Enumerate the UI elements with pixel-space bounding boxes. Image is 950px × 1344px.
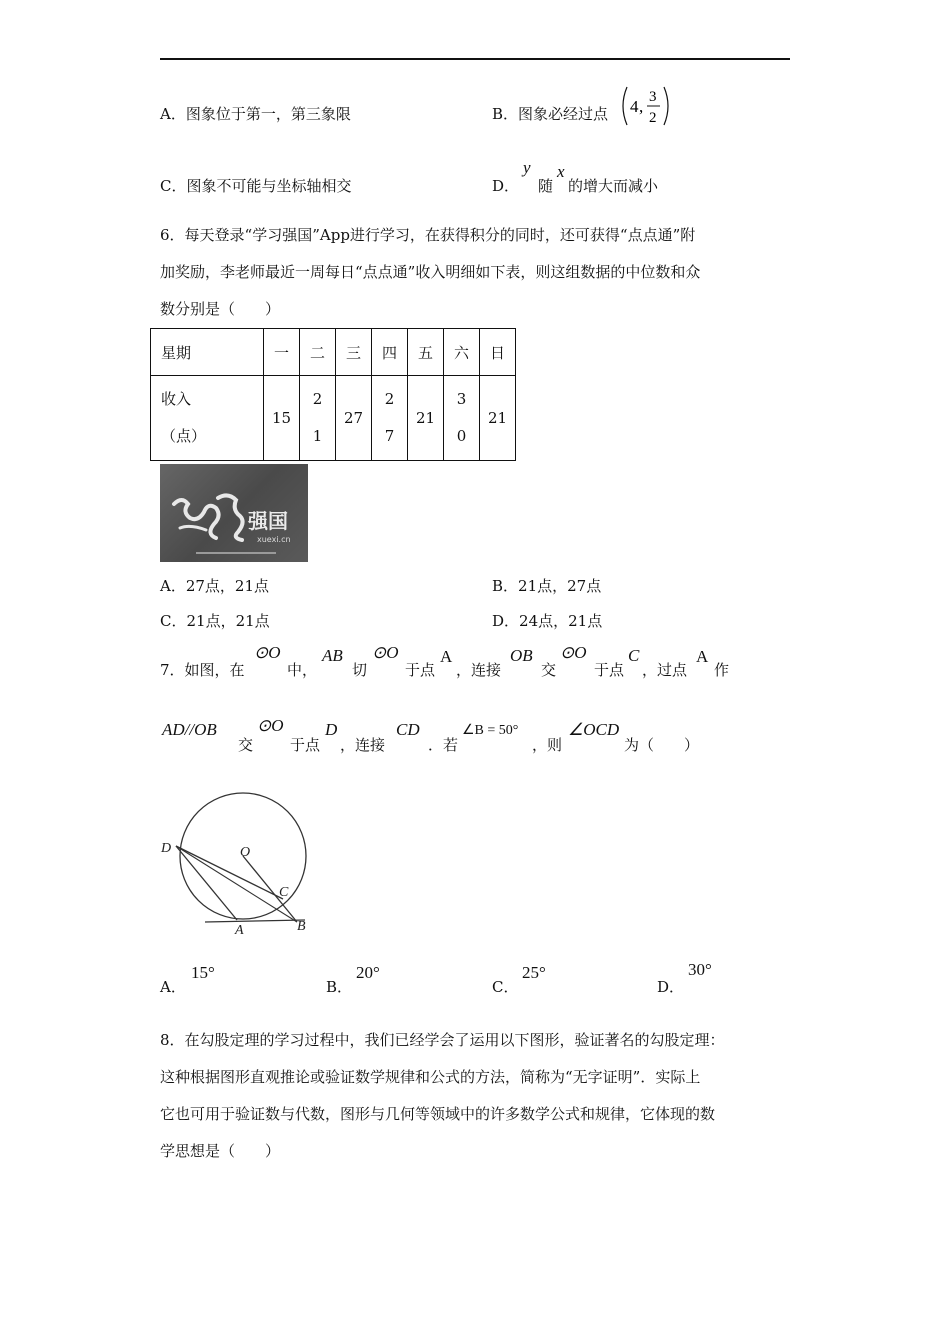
tangent-ab	[205, 920, 305, 922]
q7-option-b-value: 20°	[356, 963, 380, 982]
q5-option-d-suffix: 的增大而减小	[568, 177, 659, 195]
table-cell-day: 日	[480, 329, 516, 376]
q5-point-num: 3	[649, 89, 657, 105]
svg-text:强国: 强国	[248, 509, 288, 533]
label-c: C	[279, 885, 289, 900]
q8-stem	[160, 1022, 790, 1170]
table-cell-day: 一	[264, 329, 300, 376]
income-label: 收入	[161, 390, 192, 408]
q7-option-c-letter: C．	[492, 978, 519, 996]
q7-text: ，连接	[456, 661, 502, 679]
income-unit: （点）	[161, 427, 207, 445]
q7-point-d: D	[325, 720, 338, 739]
q5-option-c: C．图象不可能与坐标轴相交	[160, 177, 352, 195]
q6-line1: 6．每天登录“学习强国”App进行学习，在获得积分的同时，还可获得“点点通”附	[160, 226, 696, 244]
q7-circle-o: ⊙O	[560, 643, 587, 662]
q7-point-c: C	[628, 646, 640, 665]
q5-point-expression	[618, 84, 674, 128]
logo-sub: xuexi.cn	[257, 535, 291, 544]
table-header-income	[151, 376, 264, 461]
q6-option-c: C．21点，21点	[160, 612, 270, 630]
q6-income-table	[150, 328, 516, 461]
q7-circle-o: ⊙O	[372, 643, 399, 662]
segment-ob	[243, 856, 297, 922]
q7-text: 中，	[287, 661, 318, 679]
q7-option-d-letter: D．	[657, 978, 685, 996]
q7-point-a: A	[440, 647, 453, 666]
table-header-weekday: 星期	[151, 329, 264, 376]
table-cell-day: 二	[300, 329, 336, 376]
table-cell-day: 六	[444, 329, 480, 376]
segment-db	[176, 846, 297, 922]
q7-point-a: A	[696, 647, 709, 666]
q5-option-d-x: x	[557, 162, 565, 181]
svg-text:,: ,	[639, 97, 644, 116]
table-row-weekday	[151, 329, 516, 376]
q8-line4: 学思想是（ ）	[160, 1142, 281, 1160]
label-o: O	[240, 845, 251, 860]
q7-text: 于点	[405, 661, 436, 679]
q7-text: 7．如图，在	[160, 661, 245, 679]
q6-line2: 加奖励，李老师最近一周每日“点点通”收入明细如下表，则这组数据的中位数和众	[160, 263, 701, 281]
table-cell-day: 三	[336, 329, 372, 376]
q5-option-a: A．图象位于第一，第三象限	[160, 105, 351, 123]
q6-option-d: D．24点，21点	[492, 612, 603, 630]
q7-text: ．若	[428, 736, 459, 754]
label-a: A	[235, 923, 244, 938]
q5-point-x: 4	[630, 97, 639, 116]
q5-option-d-prefix: D．	[492, 177, 520, 195]
table-cell-value: 15	[264, 376, 300, 461]
q7-text: 交	[238, 736, 254, 754]
q7-seg-cd: CD	[396, 720, 420, 739]
label-d: D	[161, 841, 172, 856]
table-row-income	[151, 376, 516, 461]
q8-line1: 8．在勾股定理的学习过程中，我们已经学会了运用以下图形，验证著名的勾股定理：	[160, 1031, 725, 1049]
segment-dc	[176, 846, 283, 899]
q7-text: 切	[352, 661, 368, 679]
q7-option-c-value: 25°	[522, 963, 546, 982]
q7-option-a-letter: A．	[160, 978, 186, 996]
table-cell-value: 21	[408, 376, 444, 461]
q7-geometry-figure	[155, 790, 325, 940]
logo-artwork	[160, 464, 308, 562]
table-cell-day: 四	[372, 329, 408, 376]
q7-seg-ob: OB	[510, 646, 533, 665]
q7-seg-ab: AB	[322, 646, 343, 665]
q8-line3: 它也可用于验证数与代数，图形与几何等领域中的许多数学公式和规律，它体现的数	[160, 1105, 716, 1123]
table-cell-value: 2 7	[372, 376, 408, 461]
q6-line3: 数分别是（ ）	[160, 300, 281, 318]
q7-circle-o: ⊙O	[254, 643, 281, 662]
table-cell-value: 27	[336, 376, 372, 461]
table-cell-value: 2 1	[300, 376, 336, 461]
q7-text: ，连接	[340, 736, 386, 754]
q7-text: ，则	[532, 736, 563, 754]
q7-ad-parallel-ob: AD//OB	[162, 720, 217, 739]
q7-text: 于点	[594, 661, 625, 679]
q7-text: 交	[541, 661, 557, 679]
header-rule	[160, 58, 790, 60]
segment-ad	[176, 846, 237, 920]
q6-option-b: B．21点，27点	[492, 577, 602, 595]
q7-option-d-value: 30°	[688, 960, 712, 979]
table-cell-value: 3 0	[444, 376, 480, 461]
q5-option-d-mid: 随	[538, 177, 554, 195]
q7-text: 作	[714, 661, 730, 679]
q7-text: ，过点	[642, 661, 688, 679]
q5-option-b-text: B．图象必经过点	[492, 105, 609, 123]
q6-stem	[160, 217, 790, 328]
table-cell-value: 21	[480, 376, 516, 461]
q8-line2: 这种根据图形直观推论或验证数学规律和公式的方法，简称为“无字证明”．实际上	[160, 1068, 701, 1086]
table-cell-day: 五	[408, 329, 444, 376]
q5-option-d-y: y	[523, 158, 531, 177]
xuexi-qiangguo-logo	[160, 464, 308, 562]
q7-circle-o: ⊙O	[257, 716, 284, 735]
q7-text: 于点	[290, 736, 321, 754]
q7-angle-ocd: ∠OCD	[568, 720, 620, 739]
q7-angle-b: ∠B = 50°	[462, 723, 519, 738]
q7-option-b-letter: B．	[326, 978, 353, 996]
q7-text: 为（ ）	[624, 736, 700, 754]
label-b: B	[297, 919, 306, 934]
q5-point-den: 2	[649, 110, 657, 126]
q6-option-a: A．27点，21点	[160, 577, 270, 595]
q7-option-a-value: 15°	[191, 963, 215, 982]
q5-option-b	[492, 103, 608, 124]
